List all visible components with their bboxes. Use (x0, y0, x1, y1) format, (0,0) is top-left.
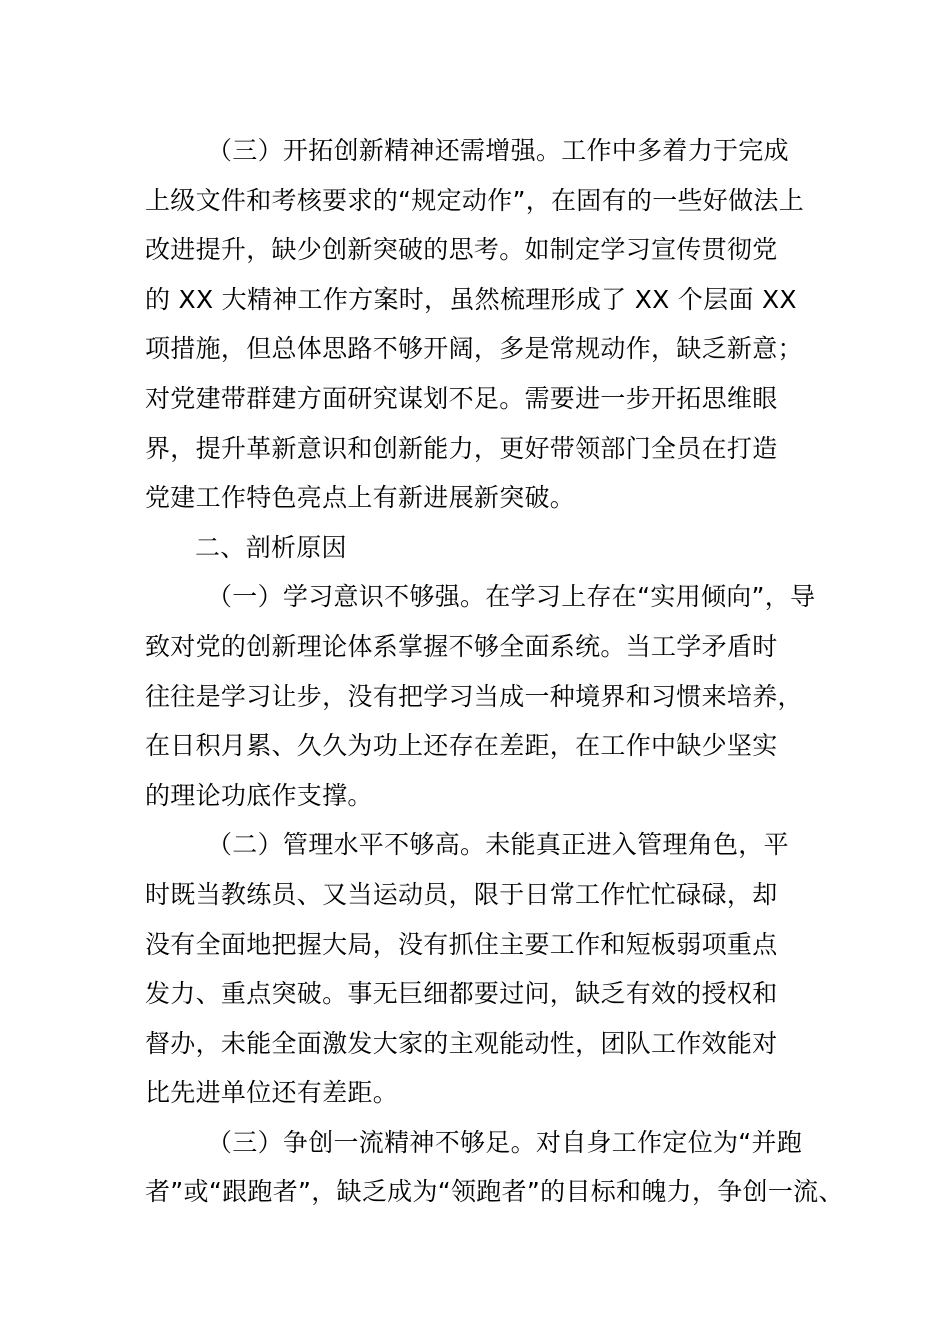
paragraph-line: 项措施，但总体思路不够开阔，多是常规动作，缺乏新意； (145, 334, 803, 364)
paragraph-line: 往往是学习让步，没有把学习当成一种境界和习惯来培养， (145, 681, 803, 711)
paragraph-line: 的理论功底作支撑。 (145, 780, 373, 810)
paragraph-line: 界，提升革新意识和创新能力，更好带领部门全员在打造 (145, 433, 778, 463)
paragraph-line: （三）争创一流精神不够足。对自身工作定位为“并跑 (207, 1127, 803, 1157)
paragraph-line: 的 XX 大精神工作方案时，虽然梳理形成了 XX 个层面 XX (145, 284, 797, 314)
paragraph-line: 对党建带群建方面研究谋划不足。需要进一步开拓思维眼 (145, 383, 778, 413)
paragraph-line: 在日积月累、久久为功上还存在差距，在工作中缺少坚实 (145, 731, 778, 761)
paragraph-line: 者”或“跟跑者”，缺乏成为“领跑者”的目标和魄力，争创一流、 (145, 1177, 844, 1207)
paragraph-line: 上级文件和考核要求的“规定动作”，在固有的一些好做法上 (145, 185, 805, 215)
paragraph-line: 改进提升，缺少创新突破的思考。如制定学习宣传贯彻党 (145, 235, 778, 265)
paragraph-line: （二）管理水平不够高。未能真正进入管理角色，平 (207, 830, 789, 860)
paragraph-line: 没有全面地把握大局，没有抓住主要工作和短板弱项重点 (145, 929, 778, 959)
paragraph-line: （三）开拓创新精神还需增强。工作中多着力于完成 (207, 136, 789, 165)
paragraph-line: （一）学习意识不够强。在学习上存在“实用倾向”，导 (207, 582, 816, 612)
paragraph-line: 致对党的创新理论体系掌握不够全面系统。当工学矛盾时 (145, 631, 778, 661)
document-body (145, 126, 844, 1217)
paragraph-line: 督办，未能全面激发大家的主观能动性，团队工作效能对 (145, 1028, 778, 1058)
paragraph-line: 党建工作特色亮点上有新进展新突破。 (145, 483, 576, 513)
section-heading: 二、剖析原因 (195, 532, 347, 562)
paragraph-line: 发力、重点突破。事无巨细都要过问，缺乏有效的授权和 (145, 979, 778, 1009)
paragraph-line: 比先进单位还有差距。 (145, 1078, 399, 1108)
paragraph-line: 时既当教练员、又当运动员，限于日常工作忙忙碌碌，却 (145, 879, 778, 909)
